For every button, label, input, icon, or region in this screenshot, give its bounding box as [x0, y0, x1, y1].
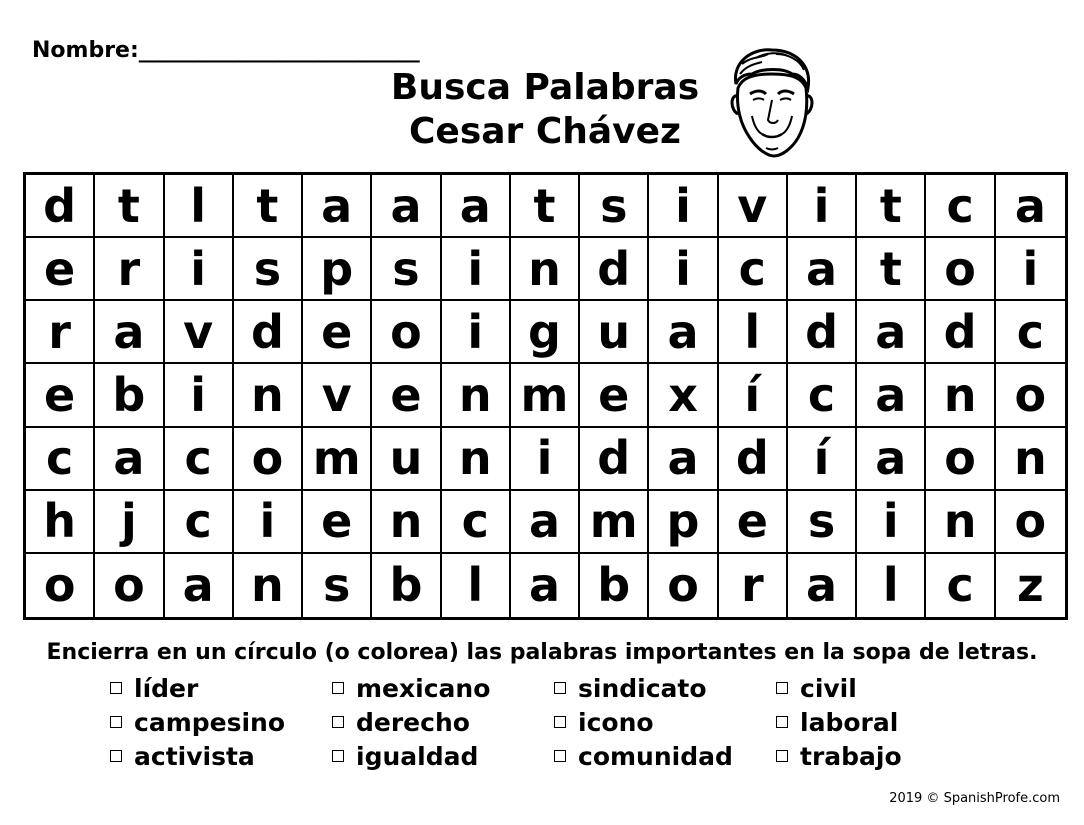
checkbox-icon[interactable] [554, 716, 566, 728]
grid-cell[interactable]: v [719, 175, 788, 238]
grid-cell[interactable]: e [580, 364, 649, 427]
checkbox-icon[interactable] [776, 716, 788, 728]
grid-cell[interactable]: h [26, 491, 95, 554]
grid-cell[interactable]: l [719, 301, 788, 364]
grid-cell[interactable]: u [372, 428, 441, 491]
grid-cell[interactable]: a [303, 175, 372, 238]
grid-cell[interactable]: d [926, 301, 995, 364]
grid-cell[interactable]: e [26, 364, 95, 427]
word-item[interactable] [554, 672, 776, 704]
word-item[interactable] [110, 740, 332, 772]
grid-cell[interactable]: g [511, 301, 580, 364]
grid-cell[interactable]: a [95, 428, 164, 491]
grid-cell[interactable]: o [372, 301, 441, 364]
word-item[interactable] [332, 740, 554, 772]
word-label: icono [578, 707, 654, 737]
grid-cell[interactable]: e [719, 491, 788, 554]
grid-cell[interactable]: s [303, 554, 372, 617]
cesar-chavez-portrait-icon [722, 44, 818, 164]
grid-cell[interactable]: i [996, 238, 1065, 301]
grid-cell[interactable]: n [926, 364, 995, 427]
grid-cell[interactable]: n [442, 364, 511, 427]
grid-cell[interactable]: c [926, 554, 995, 617]
word-item[interactable] [332, 706, 554, 738]
grid-cell[interactable]: m [303, 428, 372, 491]
copyright-text: 2019 © SpanishProfe.com [889, 791, 1060, 806]
grid-cell[interactable]: o [234, 428, 303, 491]
grid-cell[interactable]: s [580, 175, 649, 238]
grid-cell[interactable]: o [649, 554, 718, 617]
word-item[interactable] [332, 672, 554, 704]
word-label: mexicano [356, 673, 491, 703]
grid-cell[interactable]: l [165, 175, 234, 238]
grid-cell[interactable]: d [788, 301, 857, 364]
word-item[interactable] [776, 740, 998, 772]
grid-cell[interactable]: b [580, 554, 649, 617]
grid-cell[interactable]: e [26, 238, 95, 301]
grid-cell[interactable]: n [996, 428, 1065, 491]
checkbox-icon[interactable] [110, 682, 122, 694]
grid-cell[interactable]: í [719, 364, 788, 427]
grid-cell[interactable]: i [442, 301, 511, 364]
word-label: activista [134, 741, 255, 771]
grid-cell[interactable]: t [95, 175, 164, 238]
grid-cell[interactable]: o [95, 554, 164, 617]
grid-cell[interactable]: r [26, 301, 95, 364]
grid-cell[interactable]: s [234, 238, 303, 301]
grid-cell[interactable]: c [165, 491, 234, 554]
name-field[interactable] [32, 38, 419, 63]
grid-cell[interactable]: a [996, 175, 1065, 238]
grid-cell[interactable]: p [649, 491, 718, 554]
grid-cell[interactable]: í [788, 428, 857, 491]
grid-cell[interactable]: i [234, 491, 303, 554]
grid-cell[interactable]: t [234, 175, 303, 238]
checkbox-icon[interactable] [332, 750, 344, 762]
page-title: Busca Palabras [390, 67, 700, 108]
grid-cell[interactable]: d [719, 428, 788, 491]
grid-cell[interactable]: i [788, 175, 857, 238]
word-item[interactable] [554, 740, 776, 772]
grid-cell[interactable]: b [372, 554, 441, 617]
word-label: líder [134, 673, 199, 703]
grid-cell[interactable]: m [580, 491, 649, 554]
grid-cell[interactable]: a [788, 554, 857, 617]
instructions-text: Encierra en un círculo (o colorea) las palabras importantes en la sopa de letras. [46, 640, 1038, 665]
word-label: igualdad [356, 741, 479, 771]
grid-cell[interactable]: c [788, 364, 857, 427]
grid-cell[interactable]: t [857, 175, 926, 238]
checkbox-icon[interactable] [776, 750, 788, 762]
checkbox-icon[interactable] [332, 716, 344, 728]
word-item[interactable] [554, 706, 776, 738]
word-item[interactable] [776, 672, 998, 704]
name-blank-line[interactable]: ____________________________ [138, 38, 419, 63]
grid-cell[interactable]: c [26, 428, 95, 491]
title-block [340, 66, 750, 154]
page-subtitle: Cesar Chávez [408, 111, 682, 152]
grid-cell[interactable]: o [26, 554, 95, 617]
word-item[interactable] [110, 672, 332, 704]
grid-cell[interactable]: j [95, 491, 164, 554]
grid-cell[interactable]: a [857, 301, 926, 364]
word-search-grid [23, 172, 1068, 620]
grid-cell[interactable]: a [511, 491, 580, 554]
grid-cell[interactable]: a [857, 428, 926, 491]
grid-cell[interactable]: o [926, 238, 995, 301]
grid-cell[interactable]: a [165, 554, 234, 617]
grid-cell[interactable]: u [580, 301, 649, 364]
word-label: comunidad [578, 741, 733, 771]
grid-cell[interactable]: n [372, 491, 441, 554]
grid-cell[interactable]: c [926, 175, 995, 238]
grid-cell[interactable]: t [511, 175, 580, 238]
word-label: laboral [800, 707, 899, 737]
grid-cell[interactable]: d [580, 238, 649, 301]
grid-cell[interactable]: a [442, 175, 511, 238]
grid-cell[interactable]: a [788, 238, 857, 301]
grid-cell[interactable]: n [511, 238, 580, 301]
grid-cell[interactable]: c [442, 491, 511, 554]
grid-cell[interactable]: a [649, 428, 718, 491]
grid-cell[interactable]: o [996, 364, 1065, 427]
checkbox-icon[interactable] [554, 682, 566, 694]
grid-cell[interactable]: o [996, 491, 1065, 554]
grid-cell[interactable]: a [511, 554, 580, 617]
word-label: campesino [134, 707, 286, 737]
grid-cell[interactable]: a [372, 175, 441, 238]
word-item[interactable] [776, 706, 998, 738]
name-label: Nombre: [32, 38, 139, 63]
grid-cell[interactable]: s [788, 491, 857, 554]
grid-cell[interactable]: v [303, 364, 372, 427]
grid-cell[interactable]: n [234, 554, 303, 617]
grid-cell[interactable]: o [926, 428, 995, 491]
grid-cell[interactable]: t [857, 238, 926, 301]
checkbox-icon[interactable] [110, 750, 122, 762]
grid-cell[interactable]: i [649, 175, 718, 238]
grid-cell[interactable]: i [165, 238, 234, 301]
grid-cell[interactable]: x [649, 364, 718, 427]
grid-cell[interactable]: d [26, 175, 95, 238]
word-label: trabajo [800, 741, 902, 771]
grid-cell[interactable]: n [234, 364, 303, 427]
grid-cell[interactable]: a [649, 301, 718, 364]
grid-cell[interactable]: d [234, 301, 303, 364]
word-list [110, 672, 990, 772]
grid-cell[interactable]: i [857, 491, 926, 554]
grid-cell[interactable]: a [95, 301, 164, 364]
grid-cell[interactable]: b [95, 364, 164, 427]
grid-cell[interactable]: i [649, 238, 718, 301]
grid-cell[interactable]: r [719, 554, 788, 617]
grid-cell[interactable]: c [996, 301, 1065, 364]
grid-cell[interactable]: c [719, 238, 788, 301]
checkbox-icon[interactable] [554, 750, 566, 762]
grid-cell[interactable]: v [165, 301, 234, 364]
word-item[interactable] [110, 706, 332, 738]
checkbox-icon[interactable] [776, 682, 788, 694]
word-label: sindicato [578, 673, 707, 703]
grid-cell[interactable]: i [511, 428, 580, 491]
grid-cell[interactable]: p [303, 238, 372, 301]
grid-cell[interactable]: n [926, 491, 995, 554]
grid-cell[interactable]: a [857, 364, 926, 427]
grid-cell[interactable]: z [1016, 558, 1044, 613]
grid-cell[interactable]: e [303, 491, 372, 554]
grid-cell[interactable]: d [580, 428, 649, 491]
grid-cell[interactable]: l [442, 554, 511, 617]
word-label: civil [800, 673, 857, 703]
grid-cell[interactable]: c [165, 428, 234, 491]
grid-cell[interactable]: s [372, 238, 441, 301]
grid-cell[interactable]: i [442, 238, 511, 301]
checkbox-icon[interactable] [110, 716, 122, 728]
grid-cell[interactable]: e [303, 301, 372, 364]
checkbox-icon[interactable] [332, 682, 344, 694]
grid-cell[interactable]: m [511, 364, 580, 427]
grid-cell[interactable]: n [442, 428, 511, 491]
grid-cell[interactable]: i [165, 364, 234, 427]
grid-cell[interactable]: e [372, 364, 441, 427]
grid-cell[interactable]: r [95, 238, 164, 301]
grid-cell[interactable]: l [857, 554, 926, 617]
word-label: derecho [356, 707, 470, 737]
